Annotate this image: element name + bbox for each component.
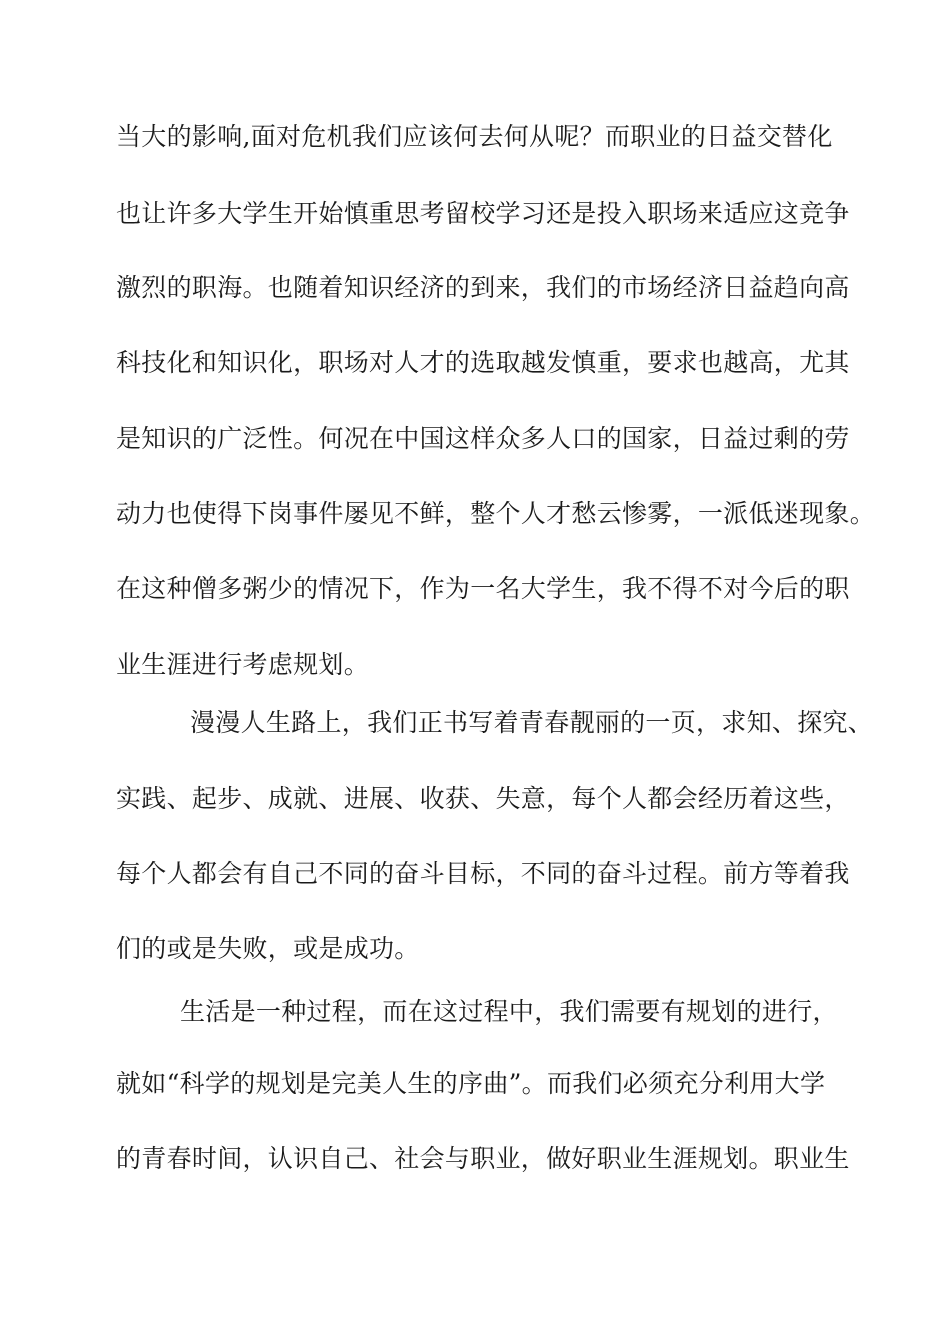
text-line: 的青春时间，认识自己、社会与职业，做好职业生涯规划。职业生: [116, 1144, 850, 1173]
text-line: 在这种僧多粥少的情况下，作为一名大学生，我不得不对今后的职: [116, 574, 850, 603]
text-line: 科技化和知识化，职场对人才的选取越发慎重，要求也越高，尤其: [116, 348, 850, 377]
paragraph-first-line: 漫漫人生路上，我们正书写着青春靓丽的一页，求知、探究、: [190, 708, 874, 737]
text-line: 动力也使得下岗事件屡见不鲜，整个人才愁云惨雾，一派低迷现象。: [116, 499, 876, 528]
text-line: 实践、起步、成就、进展、收获、失意，每个人都会经历着这些，: [116, 784, 850, 813]
text-line: 也让许多大学生开始慎重思考留校学习还是投入职场来适应这竞争: [116, 199, 850, 228]
text-line: 们的或是失败，或是成功。: [116, 934, 420, 963]
text-line: 当大的影响,面对危机我们应该何去何从呢？而职业的日益交替化: [116, 122, 833, 151]
text-line: 激烈的职海。也随着知识经济的到来，我们的市场经济日益趋向高: [116, 273, 850, 302]
text-line: 是知识的广泛性。何况在中国这样众多人口的国家，日益过剩的劳: [116, 424, 850, 453]
text-line: 业生涯进行考虑规划。: [116, 650, 370, 679]
text-line: 就如“科学的规划是完美人生的序曲”。而我们必须充分利用大学: [116, 1069, 826, 1098]
text-line: 每个人都会有自己不同的奋斗目标，不同的奋斗过程。前方等着我: [116, 859, 850, 888]
paragraph-first-line: 生活是一种过程，而在这过程中，我们需要有规划的进行，: [180, 997, 838, 1026]
